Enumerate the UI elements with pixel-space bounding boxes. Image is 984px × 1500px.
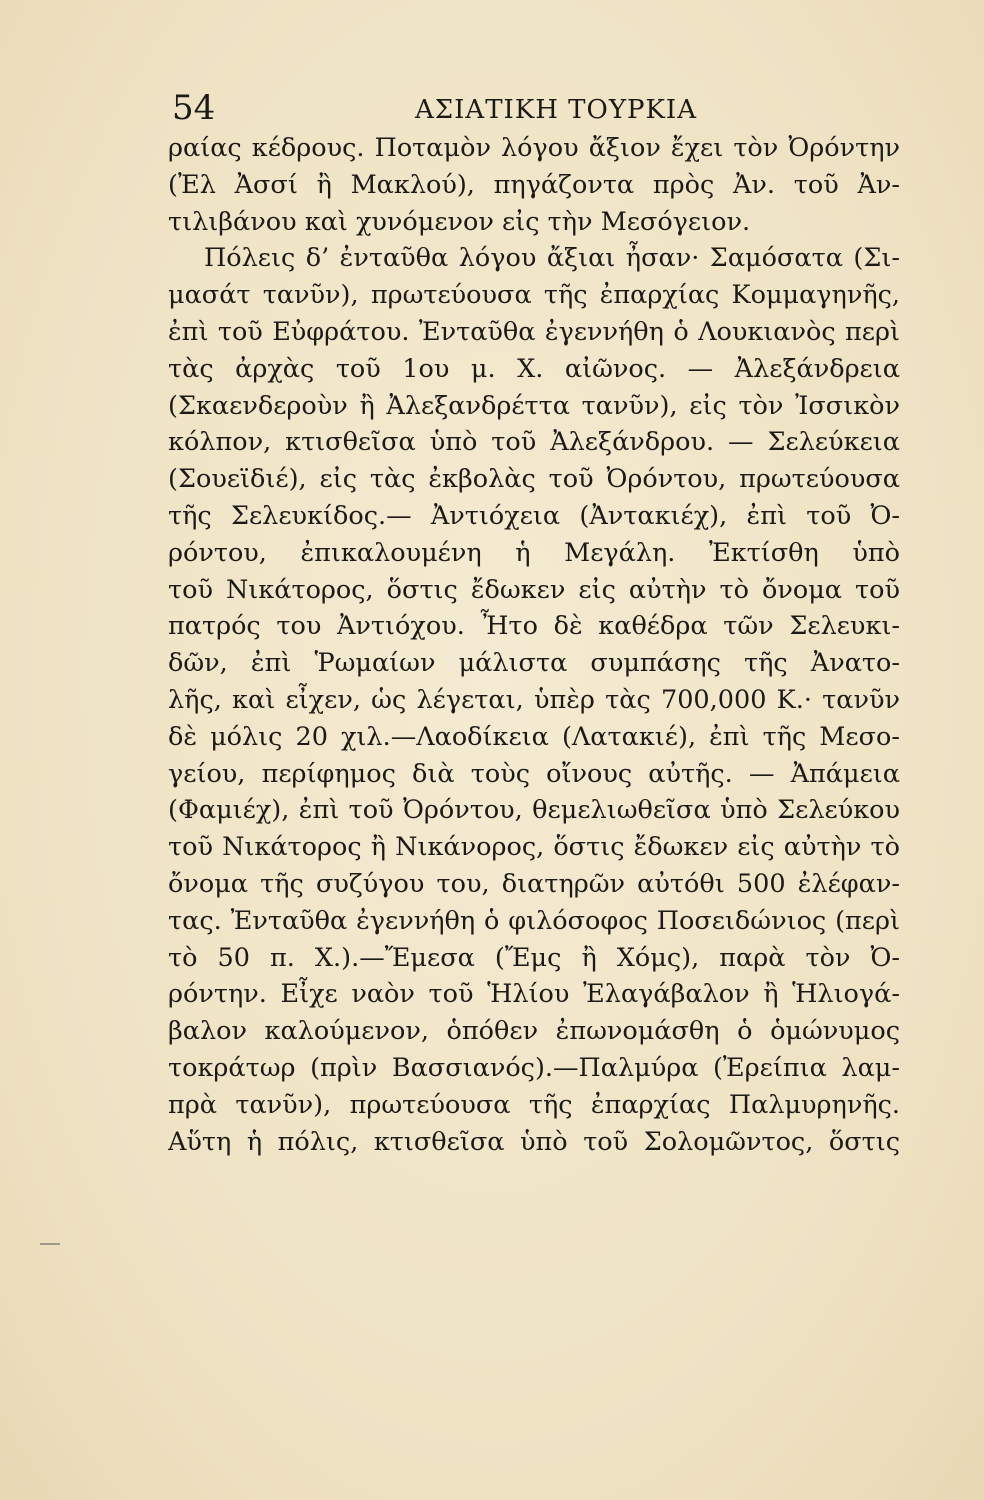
text-line: τὸ 50 π. Χ.).—Ἔμεσα (Ἔμς ἢ Χόμς), παρὰ τὸν Ὀ- bbox=[168, 942, 900, 973]
text-line: τιλιβάνου καὶ χυνόμενον εἰς τὴν Μεσόγειον. bbox=[168, 206, 751, 237]
text-line: τὰς ἀρχὰς τοῦ 1ου μ. Χ. αἰῶνος. — Ἀλεξάνδρεια bbox=[168, 353, 900, 384]
text-line: βαλον καλούμενον, ὁπόθεν ἐπωνομάσθη ὁ ὁμώνυμος bbox=[168, 1016, 900, 1047]
text-line: ἐπὶ τοῦ Εὐφράτου. Ἐνταῦθα ἐγεννήθη ὁ Λουκιανὸς περὶ bbox=[168, 316, 900, 347]
text-line: τας. Ἐνταῦθα ἐγεννήθη ὁ φιλόσοφος Ποσειδώνιος (περὶ bbox=[168, 905, 900, 936]
text-line: Πόλεις δ’ ἐνταῦθα λόγου ἄξιαι ἦσαν· Σαμόσατα (Σι- bbox=[204, 243, 900, 274]
body-text bbox=[168, 130, 900, 1160]
margin-mark bbox=[40, 1243, 60, 1245]
running-title: ΑΣΙΑΤΙΚΗ ΤΟΥΡΚΙΑ bbox=[415, 95, 697, 125]
text-line: (Σκαενδεροὺν ἢ Ἀλεξανδρέττα τανῦν), εἰς τὸν Ἰσσικὸν bbox=[168, 390, 900, 421]
text-line: (Σουεϊδιέ), εἰς τὰς ἐκβολὰς τοῦ Ὀρόντου, πρωτεύουσα bbox=[168, 464, 900, 495]
text-line: ρόντην. Εἶχε ναὸν τοῦ Ἡλίου Ἐλαγάβαλον ἢ Ἡλιογά- bbox=[168, 979, 900, 1010]
text-line: ὄνομα τῆς συζύγου του, διατηρῶν αὐτόθι 500 ἐλέφαν- bbox=[168, 868, 900, 899]
text-line: τῆς Σελευκίδος.— Ἀντιόχεια (Ἀντακιέχ), ἐπὶ τοῦ Ὀ- bbox=[168, 500, 900, 531]
text-line: (Φαμιέχ), ἐπὶ τοῦ Ὀρόντου, θεμελιωθεῖσα ὑπὸ Σελεύκου bbox=[168, 795, 900, 826]
text-line: κόλπον, κτισθεῖσα ὑπὸ τοῦ Ἀλεξάνδρου. — Σελεύκεια bbox=[168, 427, 900, 458]
text-line: τοκράτωρ (πρὶν Βασσιανός).—Παλμύρα (Ἐρείπια λαμ- bbox=[168, 1052, 900, 1083]
text-line: (Ἐλ Ἀσσί ἢ Μακλού), πηγάζοντα πρὸς Ἀν. τοῦ Ἀν- bbox=[168, 169, 900, 200]
text-line: πατρός του Ἀντιόχου. Ἦτο δὲ καθέδρα τῶν Σελευκι- bbox=[168, 611, 900, 642]
page-header bbox=[168, 88, 900, 128]
page-number: 54 bbox=[172, 88, 216, 128]
text-line: μασάτ τανῦν), πρωτεύουσα τῆς ἐπαρχίας Κομμαγηνῆς, bbox=[168, 280, 900, 311]
text-line: δὲ μόλις 20 χιλ.—Λαοδίκεια (Λατακιέ), ἐπὶ τῆς Μεσο- bbox=[168, 721, 900, 752]
text-line: ραίας κέδρους. Ποταμὸν λόγου ἄξιον ἔχει τὸν Ὀρόντην bbox=[168, 133, 900, 163]
text-line: τοῦ Νικάτορος, ὅστις ἔδωκεν εἰς αὐτὴν τὸ ὄνομα τοῦ bbox=[168, 574, 900, 605]
text-line: ρόντου, ἐπικαλουμένη ἡ Μεγάλη. Ἐκτίσθη ὑπὸ bbox=[168, 537, 900, 568]
text-line: τοῦ Νικάτορος ἢ Νικάνορος, ὅστις ἔδωκεν εἰς αὐτὴν τὸ bbox=[168, 832, 900, 863]
text-line: πρὰ τανῦν), πρωτεύουσα τῆς ἐπαρχίας Παλμυρηνῆς. bbox=[168, 1089, 900, 1120]
text-line: λῆς, καὶ εἶχεν, ὡς λέγεται, ὑπὲρ τὰς 700,000 Κ.· τανῦν bbox=[168, 684, 900, 715]
text-line: γείου, περίφημος διὰ τοὺς οἴνους αὐτῆς. — Ἀπάμεια bbox=[168, 758, 900, 789]
text-line: δῶν, ἐπὶ Ῥωμαίων μάλιστα συμπάσης τῆς Ἀνατο- bbox=[168, 648, 900, 679]
text-line: Αὕτη ἡ πόλις, κτισθεῖσα ὑπὸ τοῦ Σολομῶντος, ὅστις bbox=[168, 1126, 900, 1157]
